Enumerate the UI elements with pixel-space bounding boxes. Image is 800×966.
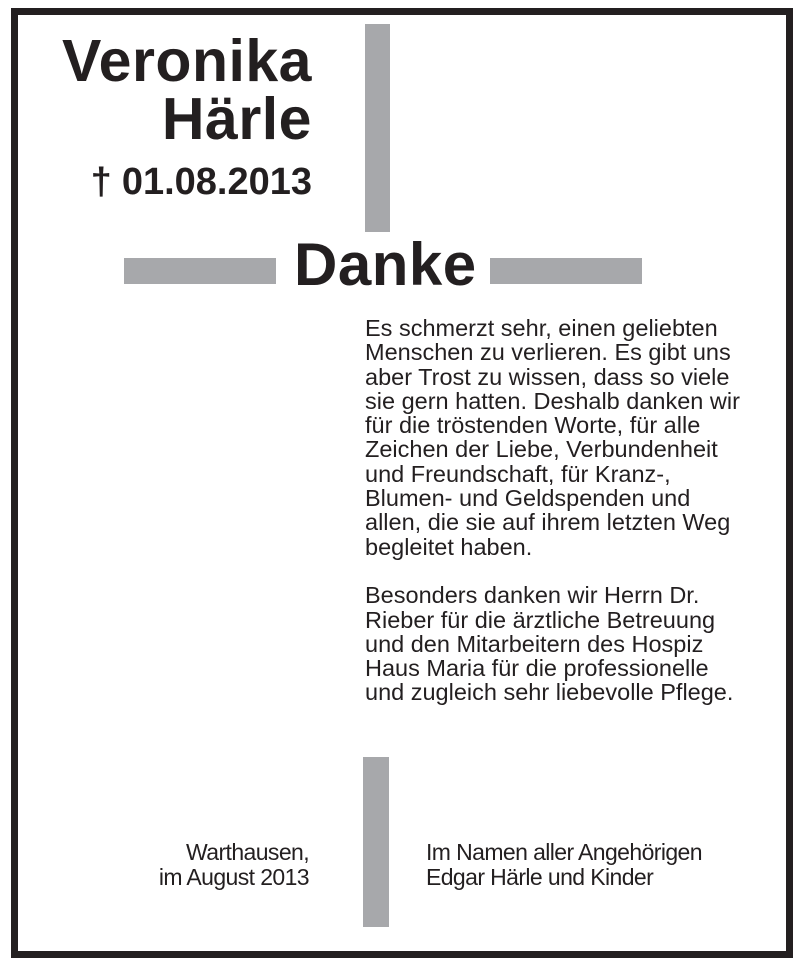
paragraph-2-line: Haus Maria für die professionelle <box>365 655 709 682</box>
death-date: 01.08.2013 <box>121 161 312 203</box>
date-line: im August 2013 <box>158 864 309 890</box>
paragraph-1-line: allen, die sie auf ihrem letzten Weg <box>365 509 731 536</box>
paragraph-1-line: Zeichen der Liebe, Verbundenheit <box>365 436 718 463</box>
cross-bar-right <box>490 258 642 284</box>
paragraph-1-line: begleitet haben. <box>365 533 533 560</box>
cross-bar-top <box>365 24 390 232</box>
paragraph-2-line: Besonders danken wir Herrn Dr. <box>365 582 700 609</box>
paragraph-1-line: Es schmerzt sehr, einen geliebten <box>365 315 718 341</box>
deceased-name-block <box>62 28 312 203</box>
paragraph-spacer <box>365 559 785 583</box>
paragraph-2-line: und zugleich sehr liebevolle Pflege. <box>365 679 734 706</box>
heading-danke: Danke <box>294 231 477 298</box>
first-name: Veronika <box>62 28 312 94</box>
cross-bar-bottom <box>363 757 389 927</box>
signature-block <box>426 840 702 890</box>
paragraph-1-line: Blumen- und Geldspenden und <box>365 485 691 512</box>
place-line: Warthausen, <box>186 839 309 865</box>
thank-you-text <box>365 316 785 705</box>
signature-line: Im Namen aller Angehörigen <box>426 839 702 865</box>
paragraph-2-line: Rieber für die ärztliche Betreuung <box>365 606 716 633</box>
death-date-line <box>62 162 312 202</box>
paragraph-1-line: aber Trost zu wissen, dass so viele <box>365 363 730 390</box>
cross-bar-left <box>124 258 276 284</box>
paragraph-1-line: sie gern hatten. Deshalb danken wir <box>365 387 740 414</box>
last-name: Härle <box>161 86 312 152</box>
paragraph-1-line: und Freundschaft, für Kranz-, <box>365 460 671 487</box>
paragraph-1-line: Menschen zu verlieren. Es gibt uns <box>365 339 731 366</box>
dagger-cross-icon: † <box>90 161 112 203</box>
paragraph-2-line: und den Mitarbeitern des Hospiz <box>365 630 704 657</box>
signature-line: Edgar Härle und Kinder <box>426 864 654 890</box>
paragraph-1-line: für die tröstenden Worte, für alle <box>365 412 701 439</box>
place-and-date <box>159 840 309 890</box>
